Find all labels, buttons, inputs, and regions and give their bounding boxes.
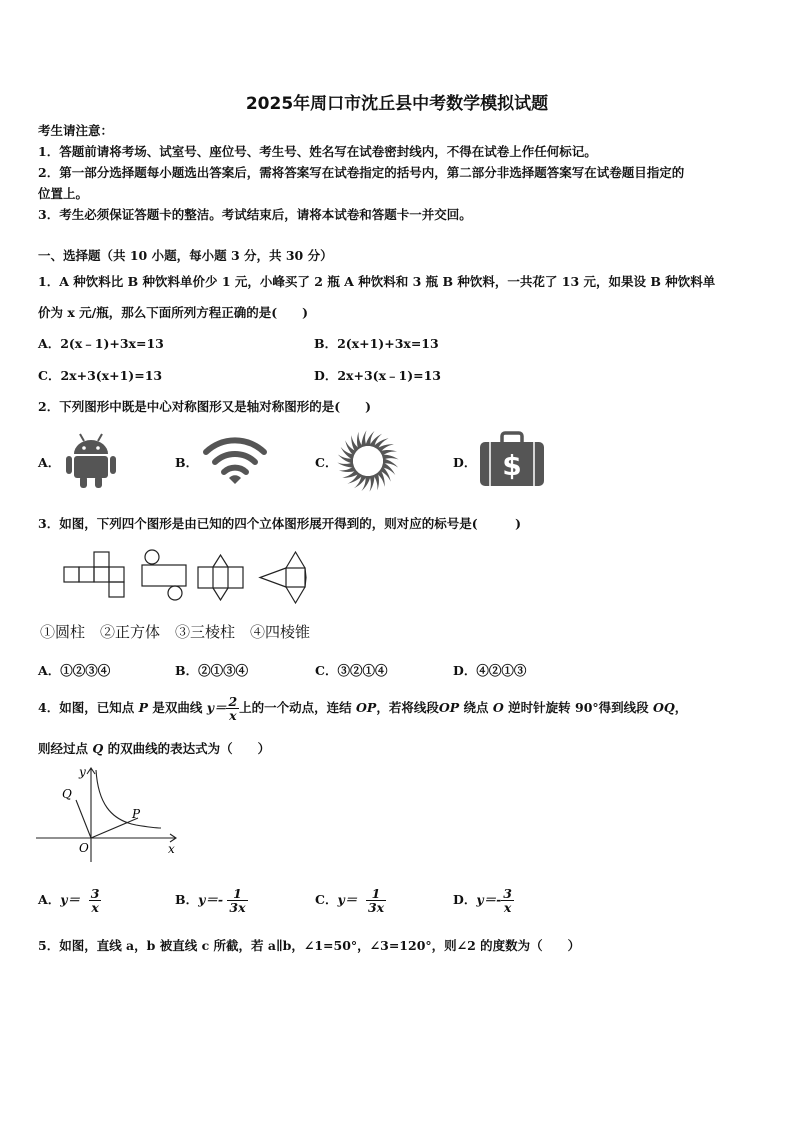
q2-label-d: D． [453,455,477,470]
pyramid-net-figure [260,552,306,603]
point-q-label: Q [62,787,72,801]
cylinder-net-figure [142,550,186,600]
q2-label-c: C． [315,455,338,470]
segment-op [91,818,138,838]
point-p-label: P [132,807,141,821]
q5-stem: 5．如图，直线 a，b 被直线 c 所截，若 a∥b，∠1=50°，∠3=120°，则∠2 的度数为（ ） [38,938,581,953]
notice-item: 2．第一部分选择题每小题选出答案后，需将答案写在试卷指定的括号内，第二部分非选择题答案写在试卷题目指定的 [38,165,685,180]
q3-solids-list: ①圆柱 ②正方体 ③三棱柱 ④四棱锥 [40,623,311,641]
q4-fraction: $\frac{2}{x}$ [228,693,238,723]
q4-option-d: D．y＝- $\frac{3}{x}$ [453,886,512,916]
q2-label-b: B． [175,455,199,470]
sunburst-ring-icon [337,430,399,492]
q4-option-c: C．y＝ $\frac{1}{3x}$ [315,886,385,916]
q1-stem-line2: 价为 x 元/瓶，那么下面所列方程正确的是( ) [38,305,309,320]
section-heading: 一、选择题（共 10 小题，每小题 3 分，共 30 分） [38,248,333,263]
q1-option-b: B．2(x+1)+3x=13 [314,336,439,351]
q3-option-d: D．④②①③ [453,663,527,678]
prism-net-figure [198,555,243,600]
q4-hyperbola-graph [36,762,186,862]
y-axis-label: y [79,765,86,779]
notice-item: 1．答题前请将考场、试室号、座位号、考生号、姓名写在试卷密封线内，不得在试卷上作任何标记。 [38,144,597,159]
cube-net-figure [64,552,124,597]
x-axis-label: x [168,842,175,856]
q4-option-a: A．y＝ $\frac{3}{x}$ [38,886,100,916]
net-diagrams [60,549,310,605]
q1-option-a: A．2(x﹣1)+3x=13 [38,336,164,351]
q2-label-a: A． [38,455,61,470]
segment-oq [76,800,91,838]
q3-option-c: C．③②①④ [315,663,388,678]
q1-stem-line1: 1．A 种饮料比 B 种饮料单价少 1 元，小峰买了 2 瓶 A 种饮料和 3 瓶 B 种饮料，一共花了 13 元，如果设 B 种饮料单 [38,274,716,289]
q3-stem: 3．如图，下列四个图形是由已知的四个立体图形展开得到的，则对应的标号是( ) [38,516,522,531]
wifi-signal-icon [202,433,268,485]
q3-option-b: B．②①③④ [175,663,249,678]
page-title: 2025年周口市沈丘县中考数学模拟试题 [245,94,549,114]
q1-option-d: D．2x+3(x﹣1)=13 [314,368,442,383]
dollar-sign: $ [502,449,522,482]
notice-item: 位置上。 [38,186,89,201]
q3-option-a: A．①②③④ [38,663,111,678]
origin-label: O [79,841,89,855]
q4-option-b: B．y＝- $\frac{1}{3x}$ [175,886,246,916]
android-robot-icon [64,432,118,490]
dollar-briefcase-icon [478,432,546,488]
q1-option-c: C．2x+3(x+1)=13 [38,368,163,383]
q4-stem-line1: 4．如图，已知点 P 是双曲线 y＝ $\frac{2}{x}$ 上的一个动点，连结 OP，若将线段OP 绕点 O 逆时针旋转 90°得到线段 OQ， [38,693,688,723]
notice-heading: 考生请注意： [38,123,114,138]
q4-stem-line2: 则经过点 Q 的双曲线的表达式为（ ） [38,741,271,756]
notice-item: 3．考生必须保证答题卡的整洁。考试结束后，请将本试卷和答题卡一并交回。 [38,207,472,222]
q2-stem: 2．下列图形中既是中心对称图形又是轴对称图形的是( ) [38,399,372,414]
hyperbola-curve [96,770,161,828]
